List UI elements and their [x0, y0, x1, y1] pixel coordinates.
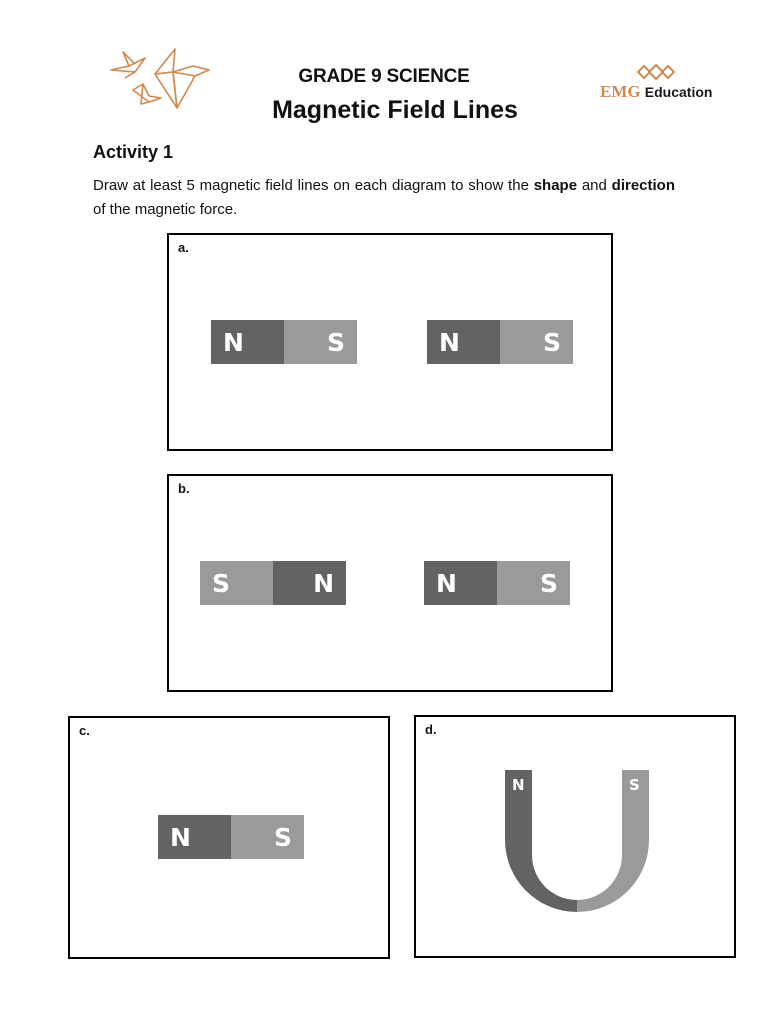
emg-logo-icon — [636, 62, 676, 82]
diagram-c-box — [68, 716, 390, 959]
diagram-a-box — [167, 233, 613, 451]
bar-magnet — [424, 561, 570, 605]
north-pole: N — [158, 815, 231, 859]
page-title: Magnetic Field Lines — [272, 96, 518, 124]
instruction-part: and — [577, 177, 612, 194]
diagram-b-box — [167, 474, 613, 692]
horseshoe-magnet — [502, 767, 652, 917]
horseshoe-north-label: N — [512, 776, 525, 794]
instruction-bold: direction — [611, 177, 675, 194]
logo-suffix: Education — [644, 84, 713, 100]
bar-magnet — [211, 320, 357, 364]
activity-heading: Activity 1 — [93, 142, 174, 162]
south-pole: S — [200, 561, 273, 605]
north-pole: N — [427, 320, 500, 364]
diagram-d-box — [414, 715, 736, 958]
south-pole: S — [284, 320, 357, 364]
diagram-b-label: b. — [178, 481, 190, 496]
bar-magnet — [158, 815, 304, 859]
instruction-part: Draw at least 5 magnetic field lines on each diagram to show the — [93, 177, 534, 194]
north-pole: N — [211, 320, 284, 364]
horseshoe-south-label: S — [629, 776, 640, 794]
instruction-bold: shape — [533, 177, 578, 194]
north-pole: N — [273, 561, 346, 605]
grade-heading: GRADE 9 SCIENCE — [298, 66, 470, 87]
north-pole: N — [424, 561, 497, 605]
bar-magnet — [200, 561, 346, 605]
bar-magnet — [427, 320, 573, 364]
south-pole: S — [500, 320, 573, 364]
south-pole: S — [231, 815, 304, 859]
logo-brand: EMG — [600, 82, 641, 101]
instruction-part: of the magnetic force. — [93, 201, 238, 218]
diagram-c-label: c. — [79, 723, 90, 738]
instruction-text — [93, 174, 675, 222]
emg-logo — [600, 82, 712, 102]
south-pole: S — [497, 561, 570, 605]
diagram-a-label: a. — [178, 240, 189, 255]
diagram-d-label: d. — [425, 722, 437, 737]
